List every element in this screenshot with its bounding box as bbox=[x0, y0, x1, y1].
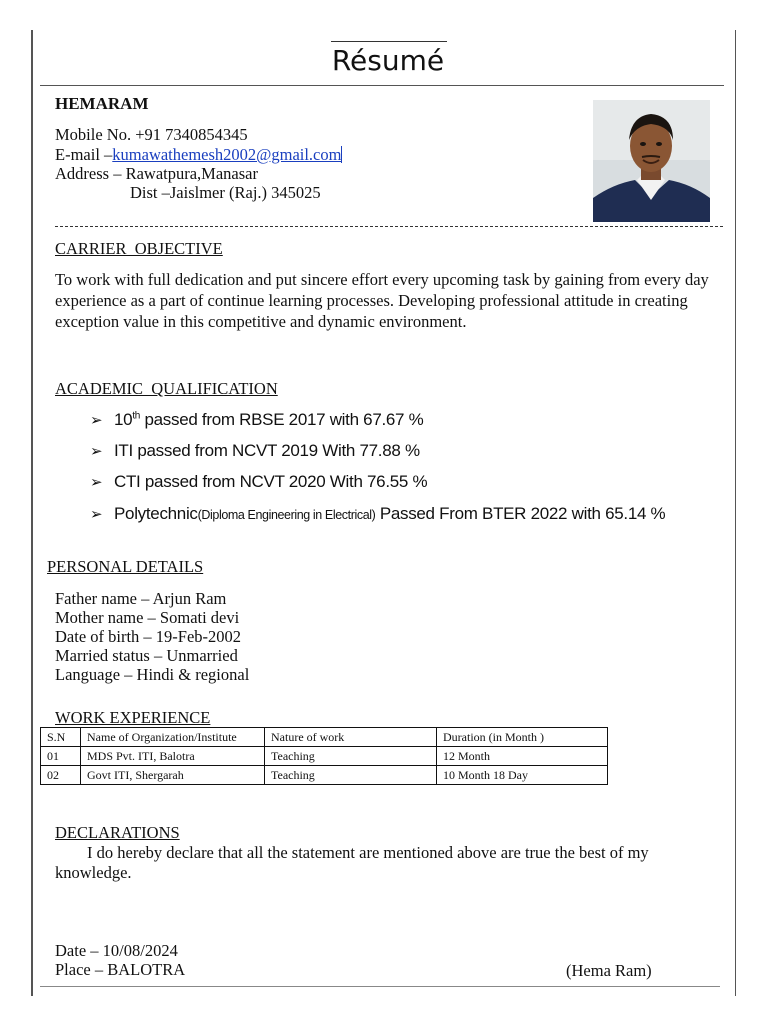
arrow-bullet-icon: ➢ bbox=[90, 473, 103, 491]
right-margin-line bbox=[735, 30, 736, 996]
date-line: Date – 10/08/2024 bbox=[55, 941, 178, 960]
mother-name: Mother name – Somati devi bbox=[55, 608, 240, 627]
text-cursor bbox=[341, 146, 342, 163]
table-cell: Teaching bbox=[265, 766, 437, 785]
work-heading: WORK EXPERIENCE bbox=[55, 708, 211, 727]
academic-item-4: ➢ Polytechnic(Diploma Engineering in Electrical) Passed From BTER 2022 with 65.14 % bbox=[90, 504, 666, 523]
profile-photo bbox=[593, 100, 710, 222]
married-status: Married status – Unmarried bbox=[55, 646, 238, 665]
title-divider bbox=[40, 85, 724, 86]
declaration-text: I do hereby declare that all the statement are mentioned above are true the best of my knowledge. bbox=[55, 843, 649, 882]
personal-heading: PERSONAL DETAILS bbox=[47, 557, 204, 576]
column-header: Name of Organization/Institute bbox=[81, 728, 265, 747]
column-header: S.N bbox=[41, 728, 81, 747]
table-cell: 01 bbox=[41, 747, 81, 766]
title-overline bbox=[331, 41, 447, 42]
table-header-row bbox=[41, 728, 608, 747]
date-of-birth: Date of birth – 19-Feb-2002 bbox=[55, 627, 242, 646]
work-table bbox=[40, 727, 608, 785]
language: Language – Hindi & regional bbox=[55, 665, 250, 684]
table-cell: Teaching bbox=[265, 747, 437, 766]
academic-item-3: ➢ CTI passed from NCVT 2020 With 76.55 % bbox=[90, 472, 428, 491]
table-cell: Govt ITI, Shergarah bbox=[81, 766, 265, 785]
place-line: Place – BALOTRA bbox=[55, 960, 186, 979]
arrow-bullet-icon: ➢ bbox=[90, 411, 103, 429]
arrow-bullet-icon: ➢ bbox=[90, 442, 103, 460]
column-header: Duration (in Month ) bbox=[437, 728, 608, 747]
email-link[interactable]: kumawathemesh2002@gmail.com bbox=[112, 145, 342, 164]
academic-heading: ACADEMIC QUALIFICATION bbox=[55, 379, 278, 398]
mobile-line: Mobile No. +91 7340854345 bbox=[55, 125, 248, 144]
table-cell: 10 Month 18 Day bbox=[437, 766, 608, 785]
email-label: E-mail – bbox=[55, 145, 113, 164]
footer-divider bbox=[40, 986, 720, 987]
objective-heading: CARRIER OBJECTIVE bbox=[55, 239, 223, 258]
table-row bbox=[41, 747, 608, 766]
objective-text: To work with full dedication and put sincere effort every upcoming task by gaining from every day experience as a part of continue learning processes. Developing professional attitude in creating exception value in this competitive and dynamic environment. bbox=[55, 270, 709, 331]
table-cell: 12 Month bbox=[437, 747, 608, 766]
page-title: Résumé bbox=[331, 44, 445, 77]
academic-item-2: ➢ ITI passed from NCVT 2019 With 77.88 % bbox=[90, 441, 420, 460]
arrow-bullet-icon: ➢ bbox=[90, 505, 103, 523]
father-name: Father name – Arjun Ram bbox=[55, 589, 227, 608]
signature-name: (Hema Ram) bbox=[566, 961, 652, 980]
table-cell: 02 bbox=[41, 766, 81, 785]
header-divider bbox=[55, 226, 723, 227]
address-line-1: Address – Rawatpura,Manasar bbox=[55, 164, 258, 183]
address-line-2: Dist –Jaislmer (Raj.) 345025 bbox=[130, 183, 321, 202]
left-margin-line bbox=[31, 30, 33, 996]
table-row bbox=[41, 766, 608, 785]
candidate-name: HEMARAM bbox=[55, 94, 149, 113]
email-line bbox=[55, 145, 342, 164]
column-header: Nature of work bbox=[265, 728, 437, 747]
academic-item-1: ➢ 10th passed from RBSE 2017 with 67.67 % bbox=[90, 410, 424, 429]
table-cell: MDS Pvt. ITI, Balotra bbox=[81, 747, 265, 766]
declaration-heading: DECLARATIONS bbox=[55, 823, 180, 842]
